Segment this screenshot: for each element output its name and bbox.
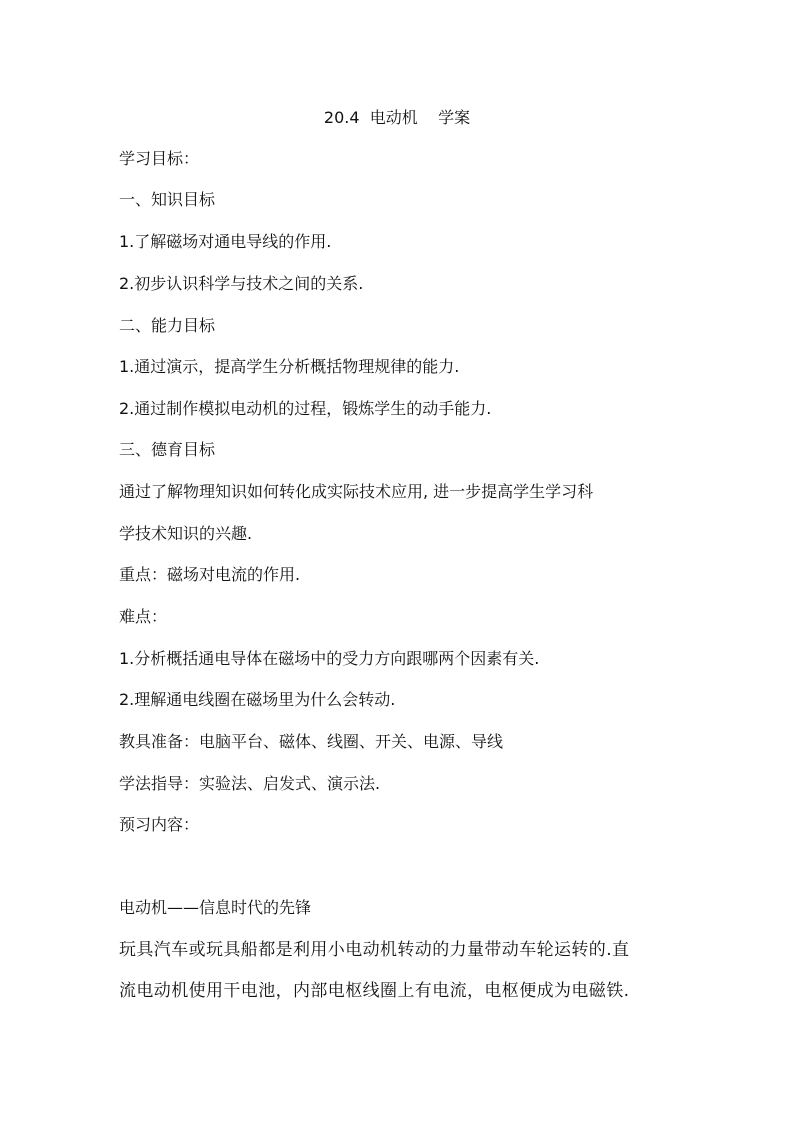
study-method: 学法指导：实验法、启发式、演示法. xyxy=(119,774,381,793)
preview-heading: 预习内容： xyxy=(119,815,200,834)
ability-goal-2: 2.通过制作模拟电动机的过程，锻炼学生的动手能力. xyxy=(119,399,492,418)
ability-goal-1: 1.通过演示，提高学生分析概括物理规律的能力. xyxy=(119,357,460,376)
section-heading-ability: 二、能力目标 xyxy=(119,316,216,335)
knowledge-goal-2: 2.初步认识科学与技术之间的关系. xyxy=(119,274,364,293)
reading-paragraph-line-1: 玩具汽车或玩具船都是利用小电动机转动的力量带动车轮运转的.直 xyxy=(119,940,630,960)
difficulty-2: 2.理解通电线圈在磁场里为什么会转动. xyxy=(119,690,396,709)
section-heading-moral: 三、德育目标 xyxy=(119,440,216,459)
moral-goal-line-2: 学技术知识的兴趣. xyxy=(119,524,253,543)
reading-paragraph-line-2: 流电动机使用干电池，内部电枢线圈上有电流，电枢便成为电磁铁. xyxy=(119,981,630,1001)
difficulty-1: 1.分析概括通电导体在磁场中的受力方向跟哪两个因素有关. xyxy=(119,649,540,668)
moral-goal-line-1: 通过了解物理知识如何转化成实际技术应用, 进一步提高学生学习科 xyxy=(119,482,594,501)
teaching-tools: 教具准备：电脑平台、磁体、线圈、开关、电源、导线 xyxy=(119,732,504,751)
key-point: 重点：磁场对电流的作用. xyxy=(119,565,301,584)
reading-title: 电动机——信息时代的先锋 xyxy=(119,898,312,917)
knowledge-goal-1: 1.了解磁场对通电导线的作用. xyxy=(119,232,332,251)
document-title: 20.4 电动机 学案 xyxy=(323,108,471,127)
section-heading-learning-goals: 学习目标： xyxy=(119,149,200,168)
difficulty-heading: 难点： xyxy=(119,607,168,626)
section-heading-knowledge: 一、知识目标 xyxy=(119,190,216,209)
